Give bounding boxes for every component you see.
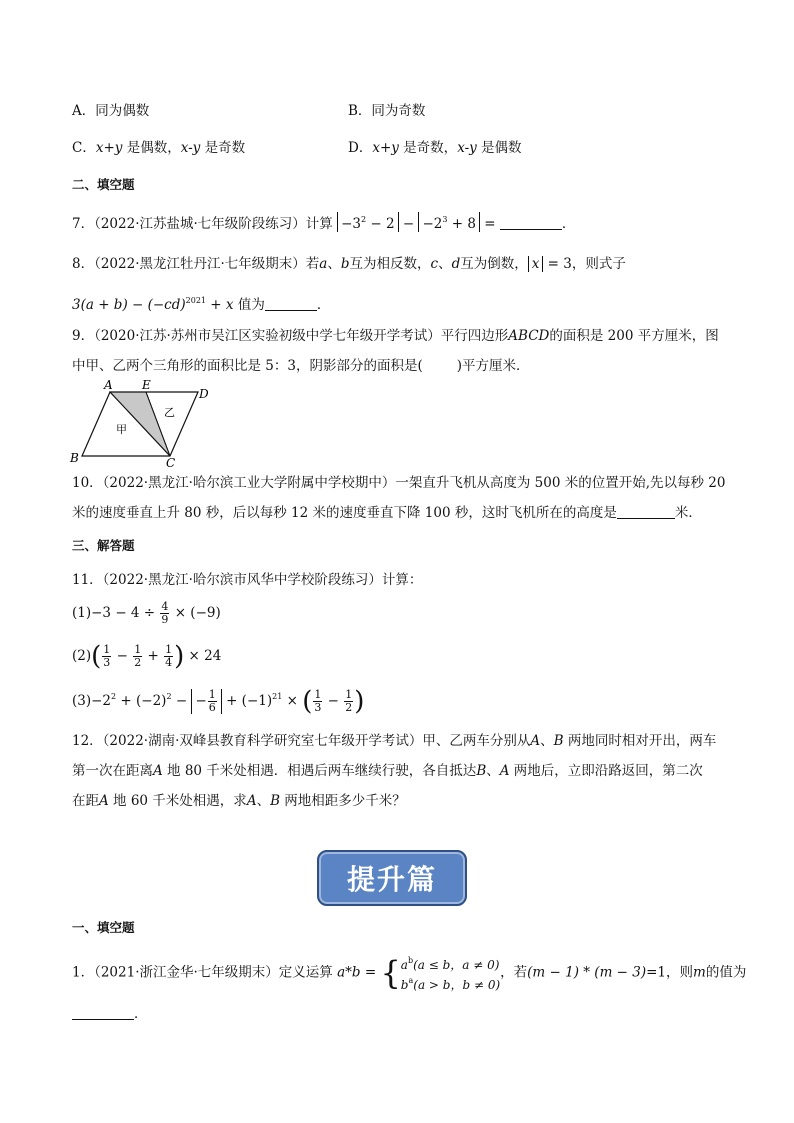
abs-expr-2: $-2^3 + 8$ [418, 212, 479, 232]
choice-d: D．x+y 是奇数，x-y 是偶数 [348, 140, 522, 156]
piecewise-definition: { $a^b(a \le b$，a ≠ 0) $b^a(a > b$，b ≠ 0) [380, 954, 501, 992]
abs-expr-1: $-3^2 - 2$ [337, 212, 398, 232]
question-11-part3: $(3)-2^2 + (-2)^2$ − − $\frac{1}{6}$ + $(-1)^{21}$ × ( $\frac{1}{3}$ − $\frac{1}{2}$ ) [72, 686, 365, 717]
parallelogram-figure [66, 378, 216, 470]
label-d: D [199, 387, 209, 401]
label-b: B [70, 451, 79, 465]
answer-blank [617, 505, 675, 519]
label-yi: 乙 [164, 406, 175, 419]
question-9-line1: 9．（2020·江苏·苏州市吴江区实验初级中学七年级开学考试）平行四边形ABCD的面积是 200 平方厘米，图 [72, 328, 719, 344]
question-12-line2: 第一次在距离A 地 80 千米处相遇．相遇后两车继续行驶，各自抵达B、A 两地后，立即沿路返回，第二次 [72, 763, 703, 779]
label-c: C [166, 456, 176, 470]
label-jia: 甲 [116, 423, 127, 436]
question-9-line2: 中甲、乙两个三角形的面积比是 5：3，阴影部分的面积是( )平方厘米． [72, 358, 530, 374]
label-e: E [142, 378, 151, 392]
question-11-title: 11．（2022·黑龙江·哈尔滨市风华中学校阶段练习）计算： [72, 572, 423, 588]
choice-a: A．同为偶数 [72, 103, 150, 119]
adv-question-1-line1: 1．（2021·浙江金华·七年级期末）定义运算 a*b = { $a^b(a \le b$，a ≠ 0) $b^a(a > b$，b ≠ 0) ，若(m − 1) * (m − 3)=1，则m的值为 [72, 954, 747, 992]
label-a: A [104, 378, 113, 392]
question-11-part1: (1)−3 − 4 ÷ $\frac{4}{9}$ × (−9) [72, 600, 221, 626]
answer-blank [500, 216, 562, 230]
question-12-line1: 12．（2022·湖南·双峰县教育科学研究室七年级开学考试）甲、乙两车分别从A、B 两地同时相对开出，两车 [72, 733, 717, 749]
question-7: 7．（2022·江苏盐城·七年级阶段练习）计算 $-3^2 - 2 - -2^3 + 8$ = ． [72, 212, 575, 234]
question-8-line1: 8．（2022·黑龙江牡丹江·七年级期末）若a、b互为相反数，c、d互为倒数， x = 3，则式子 [72, 256, 626, 272]
question-12-line3: 在距A 地 60 千米处相遇，求A、B 两地相距多少千米？ [72, 793, 406, 809]
answer-blank [265, 297, 317, 311]
choice-c: C．x+y 是偶数，x-y 是奇数 [72, 140, 246, 156]
answer-blank [72, 1006, 134, 1020]
section-solve: 三、解答题 [72, 538, 135, 553]
section-fill-blank: 二、填空题 [72, 177, 135, 192]
adv-question-1-line2: ． [72, 1004, 148, 1024]
choice-b: B．同为奇数 [348, 103, 426, 119]
question-11-part2: (2)( $\frac{1}{3}$ − $\frac{1}{2}$ + $\frac{1}{4}$ ) × 24 [72, 641, 222, 672]
question-10-line2: 米的速度垂直上升 80 秒，后以每秒 12 米的速度垂直下降 100 秒，这时飞机所在的高度是 米． [72, 505, 702, 521]
question-10-line1: 10．（2022·黑龙江·哈尔滨工业大学附属中学校期中）一架直升飞机从高度为 500 米的位置开始,先以每秒 20 [72, 475, 726, 491]
advanced-section-badge: 提升篇 [317, 850, 467, 906]
question-8-line2: $3(a + b) - (-cd)^{2021} + x$ 值为 ． [72, 296, 331, 313]
section-adv-fill-blank: 一、填空题 [72, 920, 135, 935]
